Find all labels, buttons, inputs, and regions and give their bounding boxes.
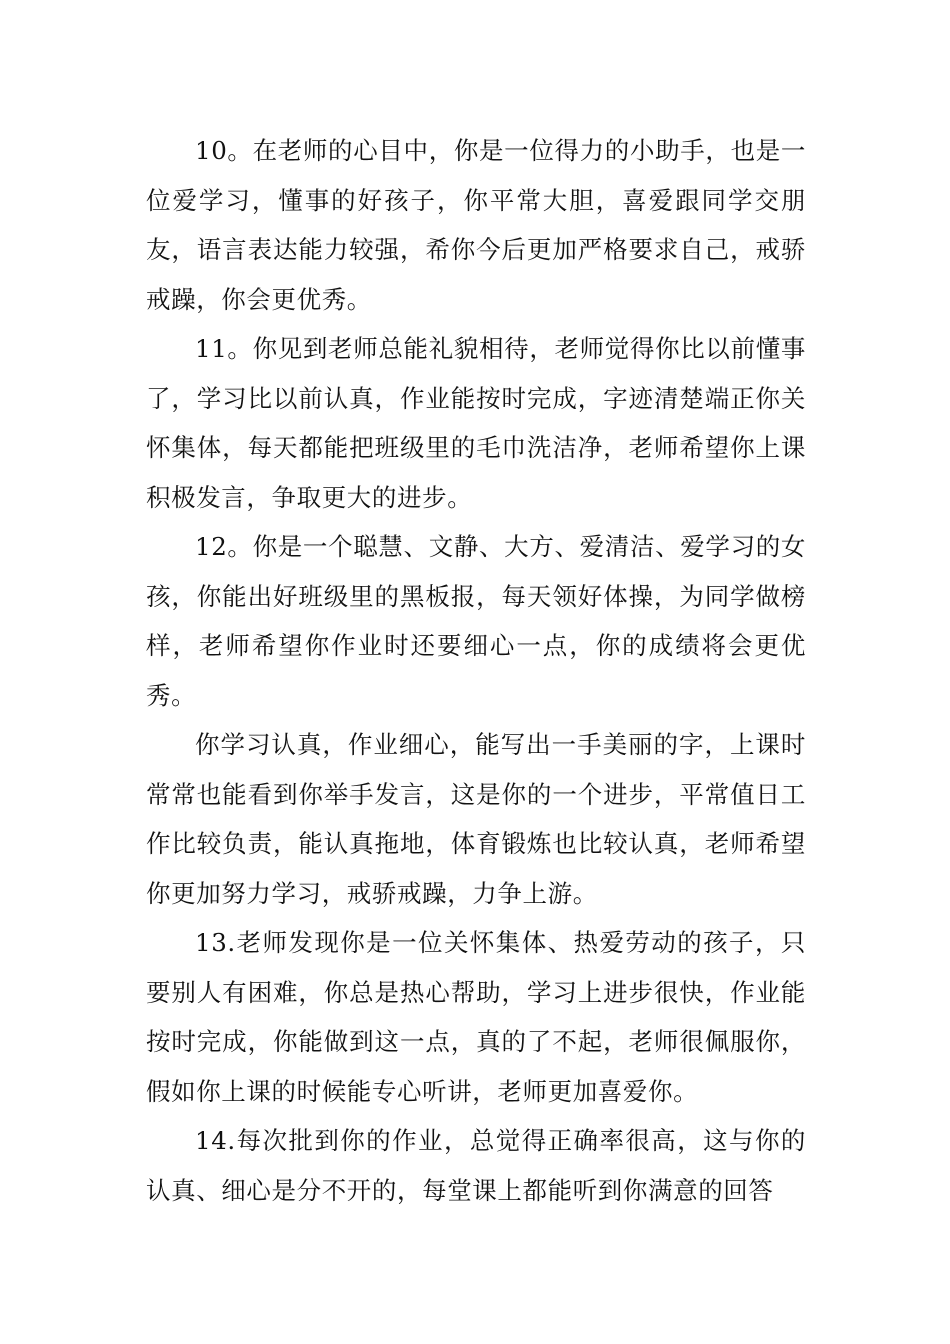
paragraph-13: 13.老师发现你是一位关怀集体、热爱劳动的孩子，只要别人有困难，你总是热心帮助，学习上进步很快，作业能按时完成，你能做到这一点，真的了不起，老师很佩服你，假如你上课的时候能专心听讲，老师更加喜爱你。 [146,928,806,1106]
document-body [146,126,806,1215]
paragraph-12: 12。你是一个聪慧、文静、大方、爱清洁、爱学习的女孩，你能出好班级里的黑板报，每天领好体操，为同学做榜样，老师希望你作业时还要细心一点，你的成绩将会更优秀。 [146,532,806,710]
paragraph-14: 14.每次批到你的作业，总觉得正确率很高，这与你的认真、细心是分不开的，每堂课上都能听到你满意的回答 [146,1126,806,1205]
paragraph-10: 10。在老师的心目中，你是一位得力的小助手，也是一位爱学习，懂事的好孩子，你平常大胆，喜爱跟同学交朋友，语言表达能力较强，希你今后更加严格要求自己，戒骄戒躁，你会更优秀。 [146,136,806,314]
paragraph-unnumbered: 你学习认真，作业细心，能写出一手美丽的字，上课时常常也能看到你举手发言，这是你的一个进步，平常值日工作比较负责，能认真拖地，体育锻炼也比较认真，老师希望你更加努力学习，戒骄戒躁，力争上游。 [146,730,806,908]
paragraph-11: 11。你见到老师总能礼貌相待，老师觉得你比以前懂事了，学习比以前认真，作业能按时完成，字迹清楚端正你关怀集体，每天都能把班级里的毛巾洗洁净，老师希望你上课积极发言，争取更大的进步。 [146,334,806,512]
